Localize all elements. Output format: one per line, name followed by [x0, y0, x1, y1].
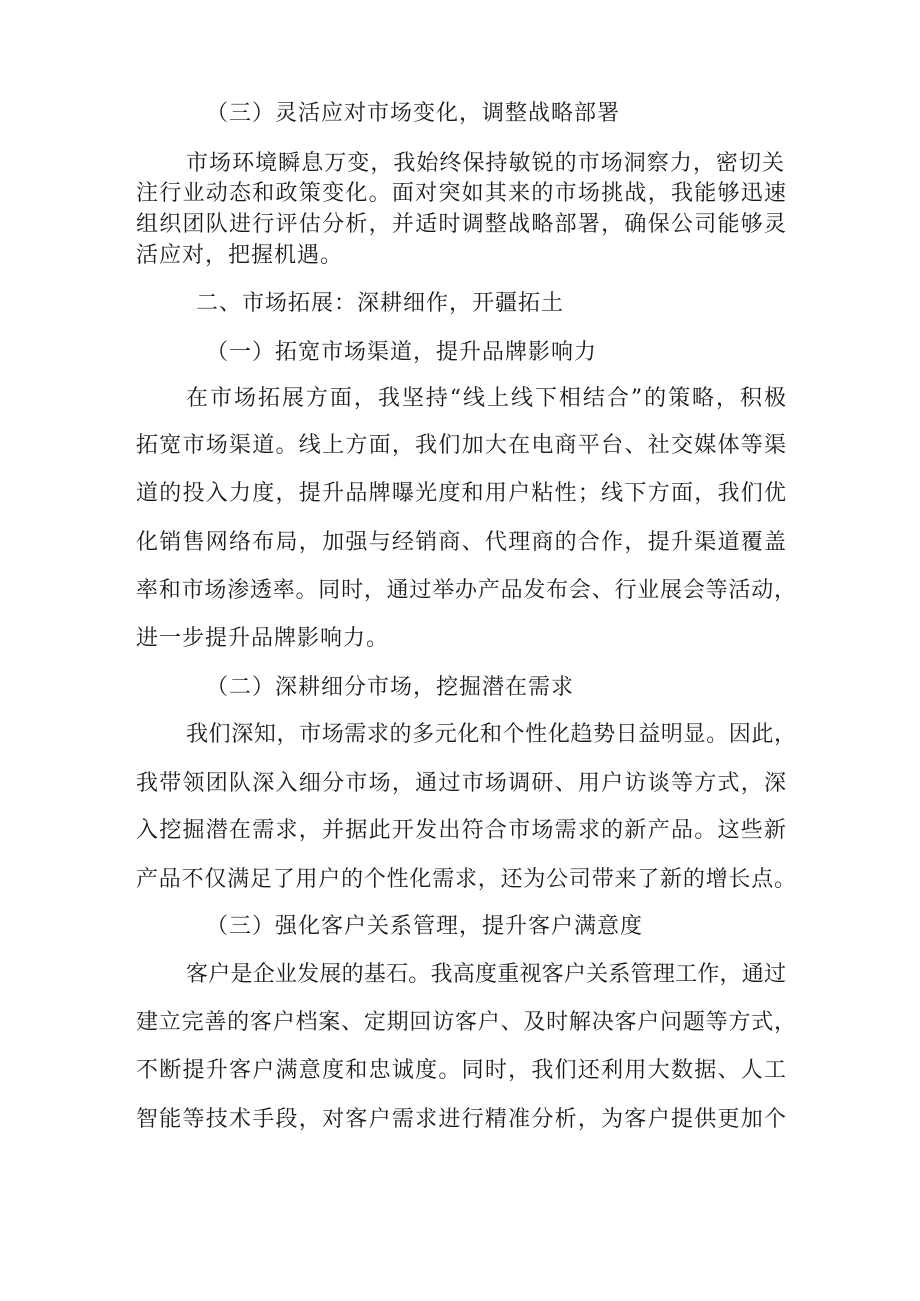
paragraph-line: 客户是企业发展的基石。我高度重视客户关系管理工作，通过	[186, 962, 786, 987]
paragraph-line: 在市场拓展方面，我坚持“线上线下相结合”的策略，积极	[186, 386, 786, 411]
paragraph-line: 拓宽市场渠道。线上方面，我们加大在电商平台、社交媒体等渠	[136, 433, 786, 458]
paragraph-line: 注行业动态和政策变化。面对突如其来的市场挑战，我能够迅速	[136, 181, 786, 206]
paragraph-line: 组织团队进行评估分析，并适时调整战略部署，确保公司能够灵	[136, 212, 786, 237]
paragraph-line: 率和市场渗透率。同时，通过举办产品发布会、行业展会等活动，	[136, 578, 796, 603]
paragraph-line: 我带领团队深入细分市场，通过市场调研、用户访谈等方式，深	[136, 771, 786, 796]
paragraph-line: 入挖掘潜在需求，并据此开发出符合市场需求的新产品。这些新	[136, 818, 786, 843]
paragraph-line: 活应对，把握机遇。	[136, 243, 344, 268]
subsection-heading: （二）深耕细分市场，挖掘潜在需求	[206, 675, 575, 700]
paragraph-line: 建立完善的客户档案、定期回访客户、及时解决客户问题等方式，	[136, 1010, 796, 1035]
subsection-heading: （三）强化客户关系管理，提升客户满意度	[206, 914, 644, 939]
paragraph-line: 智能等技术手段，对客户需求进行精准分析，为客户提供更加个	[136, 1107, 786, 1132]
paragraph-line: 产品不仅满足了用户的个性化需求，还为公司带来了新的增长点。	[136, 867, 796, 892]
subsection-heading: （一）拓宽市场渠道，提升品牌影响力	[206, 340, 598, 365]
paragraph-line: 道的投入力度，提升品牌曝光度和用户粘性；线下方面，我们优	[136, 481, 786, 506]
paragraph-line: 我们深知，市场需求的多元化和个性化趋势日益明显。因此，	[186, 722, 796, 747]
section-title: 二、市场拓展：深耕细作，开疆拓土	[196, 291, 565, 316]
paragraph-line: 市场环境瞬息万变，我始终保持敏锐的市场洞察力，密切关	[186, 151, 784, 176]
subsection-heading: （三）灵活应对市场变化，调整战略部署	[206, 101, 621, 126]
paragraph-line: 化销售网络布局，加强与经销商、代理商的合作，提升渠道覆盖	[136, 530, 786, 555]
paragraph-line: 进一步提升品牌影响力。	[136, 626, 390, 651]
paragraph-line: 不断提升客户满意度和忠诚度。同时，我们还利用大数据、人工	[136, 1058, 786, 1083]
